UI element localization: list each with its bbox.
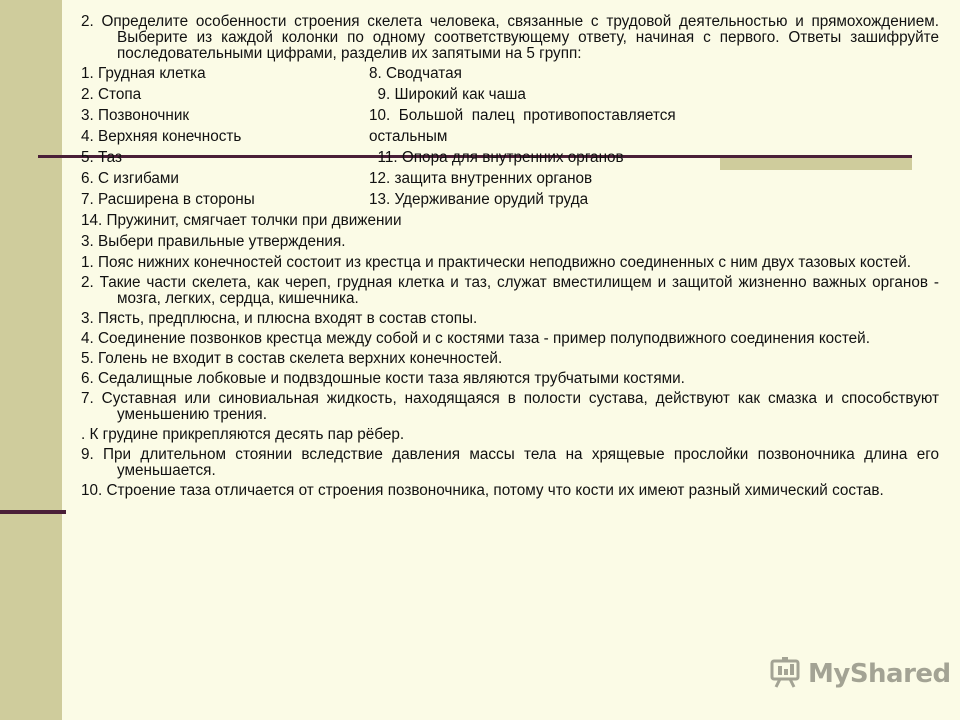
left-option: 7. Расширена в стороны [81,191,255,208]
watermark-text: MyShared [808,659,951,689]
left-option: 6. С изгибами [81,170,179,187]
answer-row [81,66,939,82]
statement: 10. Строение таза отличается от строения позвоночника, потому что кости их имеют разный химический состав. [81,482,884,499]
left-option: 5. Таз [81,149,123,166]
left-option: 2. Стопа [81,86,142,103]
statement: 9. При длительном стоянии вследствие давления массы тела на хрящевые прослойки позвоночника длина его уменьшается. [81,446,939,479]
statement: . К грудине прикрепляются десять пар рёбер. [81,426,405,443]
right-option: 10. Большой палец противопоставляется [369,107,676,124]
left-option: 3. Позвоночник [81,107,190,124]
slide-content [81,14,939,503]
statement: 7. Суставная или синовиальная жидкость, находящаяся в полости сустава, действуют как смазка и способствуют уменьшению трения. [81,390,939,423]
statement: 2. Такие части скелета, как череп, грудная клетка и таз, служат вместилищем и защитой жизненно важных органов - мозга, легких, сердца, кишечника. [81,274,939,307]
answer-row [81,87,939,103]
statement: 3. Пясть, предплюсна, и плюсна входят в состав стопы. [81,310,478,327]
statement: 1. Пояс нижних конечностей состоит из крестца и практически неподвижно соединенных с ним двух тазовых костей. [81,254,912,271]
presentation-board-icon [768,655,802,694]
band-divider [0,510,66,514]
right-option: 9. Широкий как чаша [369,86,526,103]
answer-columns [81,66,939,229]
left-option: 1. Грудная клетка [81,65,206,82]
right-option: 8. Сводчатая [369,65,462,82]
answer-row [81,150,939,166]
quiz-heading: 3. Выбери правильные утверждения. [81,233,346,250]
answer-row-14: 14. Пружинит, смягчает толчки при движении [81,212,402,229]
task-intro: 2. Определите особенности строения скелета человека, связанные с трудовой деятельностью и прямохождением. Выберите из каждой колонки по одному соответствующему ответу, начиная с первого. Ответы зашифруйте последовательными цифрами, разделив их запятыми на 5 групп: [81,13,939,62]
right-option: 13. Удерживание орудий труда [369,191,589,208]
answer-row [81,171,939,187]
answer-row [81,129,939,145]
answer-row [81,108,939,124]
right-option: 11. Опора для внутренних органов [369,149,624,166]
right-option: 12. защита внутренних органов [369,170,593,187]
statement: 6. Седалищные лобковые и подвздошные кости таза являются трубчатыми костями. [81,370,685,387]
answer-row [81,192,939,208]
right-option: остальным [369,128,448,145]
left-option: 4. Верхняя конечность [81,128,242,145]
statement: 4. Соединение позвонков крестца между собой и с костями таза - пример полуподвижного соединения костей. [81,330,870,347]
watermark-logo [768,657,951,691]
statement: 5. Голень не входит в состав скелета верхних конечностей. [81,350,503,367]
side-band [0,0,62,720]
